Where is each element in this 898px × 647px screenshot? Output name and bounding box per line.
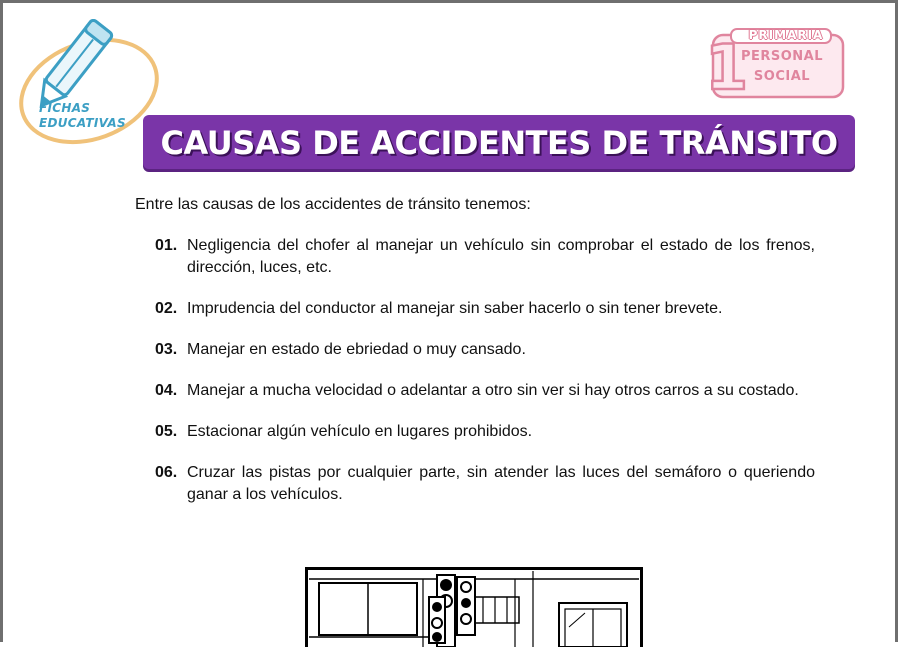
item-number: 06. [155, 462, 177, 484]
item-number: 04. [155, 380, 177, 402]
item-text: Estacionar algún vehículo en lugares prohibidos. [187, 421, 815, 443]
causes-list [155, 235, 815, 525]
badge-subject-line2: SOCIAL [727, 69, 837, 84]
item-number: 03. [155, 339, 177, 361]
item-text: Cruzar las pistas por cualquier parte, sin atender las luces del semáforo o queriendo ganar a los vehículos. [187, 462, 815, 506]
list-item [155, 339, 815, 361]
item-number: 05. [155, 421, 177, 443]
title-banner [143, 115, 855, 169]
list-item [155, 380, 815, 402]
page-title: CAUSAS DE ACCIDENTES DE TRÁNSITO [143, 115, 855, 169]
list-item [155, 298, 815, 320]
list-item [155, 235, 815, 279]
logo-text-line2: EDUCATIVAS [39, 116, 126, 130]
traffic-light-street-illustration [305, 567, 643, 647]
item-number: 01. [155, 235, 177, 257]
badge-level: PRIMARIA [741, 28, 831, 42]
item-text: Negligencia del chofer al manejar un vehículo sin comprobar el estado de los frenos, dirección, luces, etc. [187, 235, 815, 279]
item-text: Manejar en estado de ebriedad o muy cansado. [187, 339, 815, 361]
intro-text: Entre las causas de los accidentes de tránsito tenemos: [135, 196, 531, 214]
list-item [155, 462, 815, 506]
logo-text-line1: FICHAS [39, 101, 90, 115]
item-text: Imprudencia del conductor al manejar sin saber hacerlo o sin tener brevete. [187, 298, 815, 320]
list-item [155, 421, 815, 443]
grade-number: 1 [705, 31, 748, 103]
badge-subject-line1: PERSONAL [727, 49, 837, 64]
item-text: Manejar a mucha velocidad o adelantar a otro sin ver si hay otros carros a su costado. [187, 380, 815, 402]
item-number: 02. [155, 298, 177, 320]
